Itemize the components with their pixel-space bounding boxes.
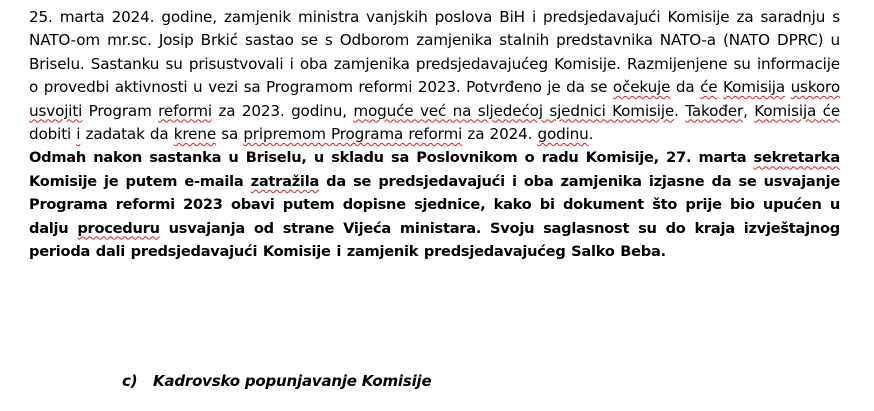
text-run: da (670, 78, 701, 97)
text-run: . (588, 125, 594, 144)
section-heading (122, 372, 431, 390)
spellcheck-flagged-word[interactable]: Također (685, 101, 744, 120)
text-run: , (743, 101, 755, 120)
text-run: Odmah nakon sastanka u Briselu, u skladu sa Poslovnikom o radu Komisije, 27. marta (29, 149, 754, 167)
spellcheck-flagged-word[interactable]: sekretarka (753, 149, 840, 167)
text-run: dobiti (29, 125, 77, 144)
text-run: sa (216, 125, 244, 144)
text-run: zadatak da (80, 125, 174, 144)
text-run: . (674, 101, 686, 120)
text-run: Komisije je putem e-maila (29, 172, 251, 190)
spellcheck-flagged-phrase[interactable]: moguće već na sljedećoj sjednici Komisije (353, 101, 675, 120)
spellcheck-flagged-word[interactable]: krene (173, 125, 217, 144)
spellcheck-flagged-word[interactable]: očekuje (612, 78, 671, 97)
section-title: Kadrovsko popunjavanje Komisije (153, 372, 432, 390)
spellcheck-flagged-phrase[interactable]: pripremom Programa reformi (243, 125, 463, 144)
text-run: Program (82, 101, 159, 120)
spellcheck-flagged-word[interactable]: zatražila (250, 172, 320, 190)
document-body (29, 6, 840, 263)
text-run: usvajanja od strane Vijeća ministara. Svoju saglasnost su do kraja izvještajnog perioda dali predsjedavajući Komisije i zamjenik predsjedavajućeg Salko Beba. (29, 219, 840, 261)
spellcheck-flagged-phrase[interactable]: Komisija će (754, 101, 841, 120)
spellcheck-flagged-word[interactable]: godinu (537, 125, 589, 144)
spellcheck-flagged-word[interactable]: uskoro (790, 78, 840, 97)
paragraph-nato-meeting (29, 6, 840, 146)
spellcheck-flagged-word[interactable]: proceduru (77, 219, 160, 237)
spellcheck-flagged-word[interactable]: reformi (158, 101, 213, 120)
text-run: za 2023. godinu, (212, 101, 354, 120)
text-run: 25. marta 2024. godine, zamjenik ministra vanjskih poslova BiH i predsjedavajući Komisije za saradnju s NATO-om mr.sc. Josip Brkić sastao se s Odborom zamjenika stalnih predstavnika NATO-a (NATO DPRC) u Briselu. Sastanku su prisustvovali i oba zamjenika predsjedavajućeg Komisije. Razmijenjene su informacije o provedbi aktivnosti u vezi sa Programom reformi 2023. Potvrđeno je da se (29, 8, 840, 97)
paragraph-dopisna-sjednica (29, 146, 840, 263)
spellcheck-flagged-word[interactable]: Komisija (723, 78, 786, 97)
text-run: da se predsjedavajući i oba zamjenika izjasne da se usvajanje Programa reformi 2023 obavi putem dopisne sjednice, kako bi dokument što prije bio upućen u dalju (29, 172, 840, 237)
spellcheck-flagged-word[interactable]: usvojiti (29, 101, 83, 120)
text-run: za 2024. (462, 125, 538, 144)
spellcheck-flagged-word[interactable]: i (76, 125, 81, 144)
spellcheck-flagged-word[interactable]: će (700, 78, 718, 97)
section-marker: c) (122, 372, 138, 390)
